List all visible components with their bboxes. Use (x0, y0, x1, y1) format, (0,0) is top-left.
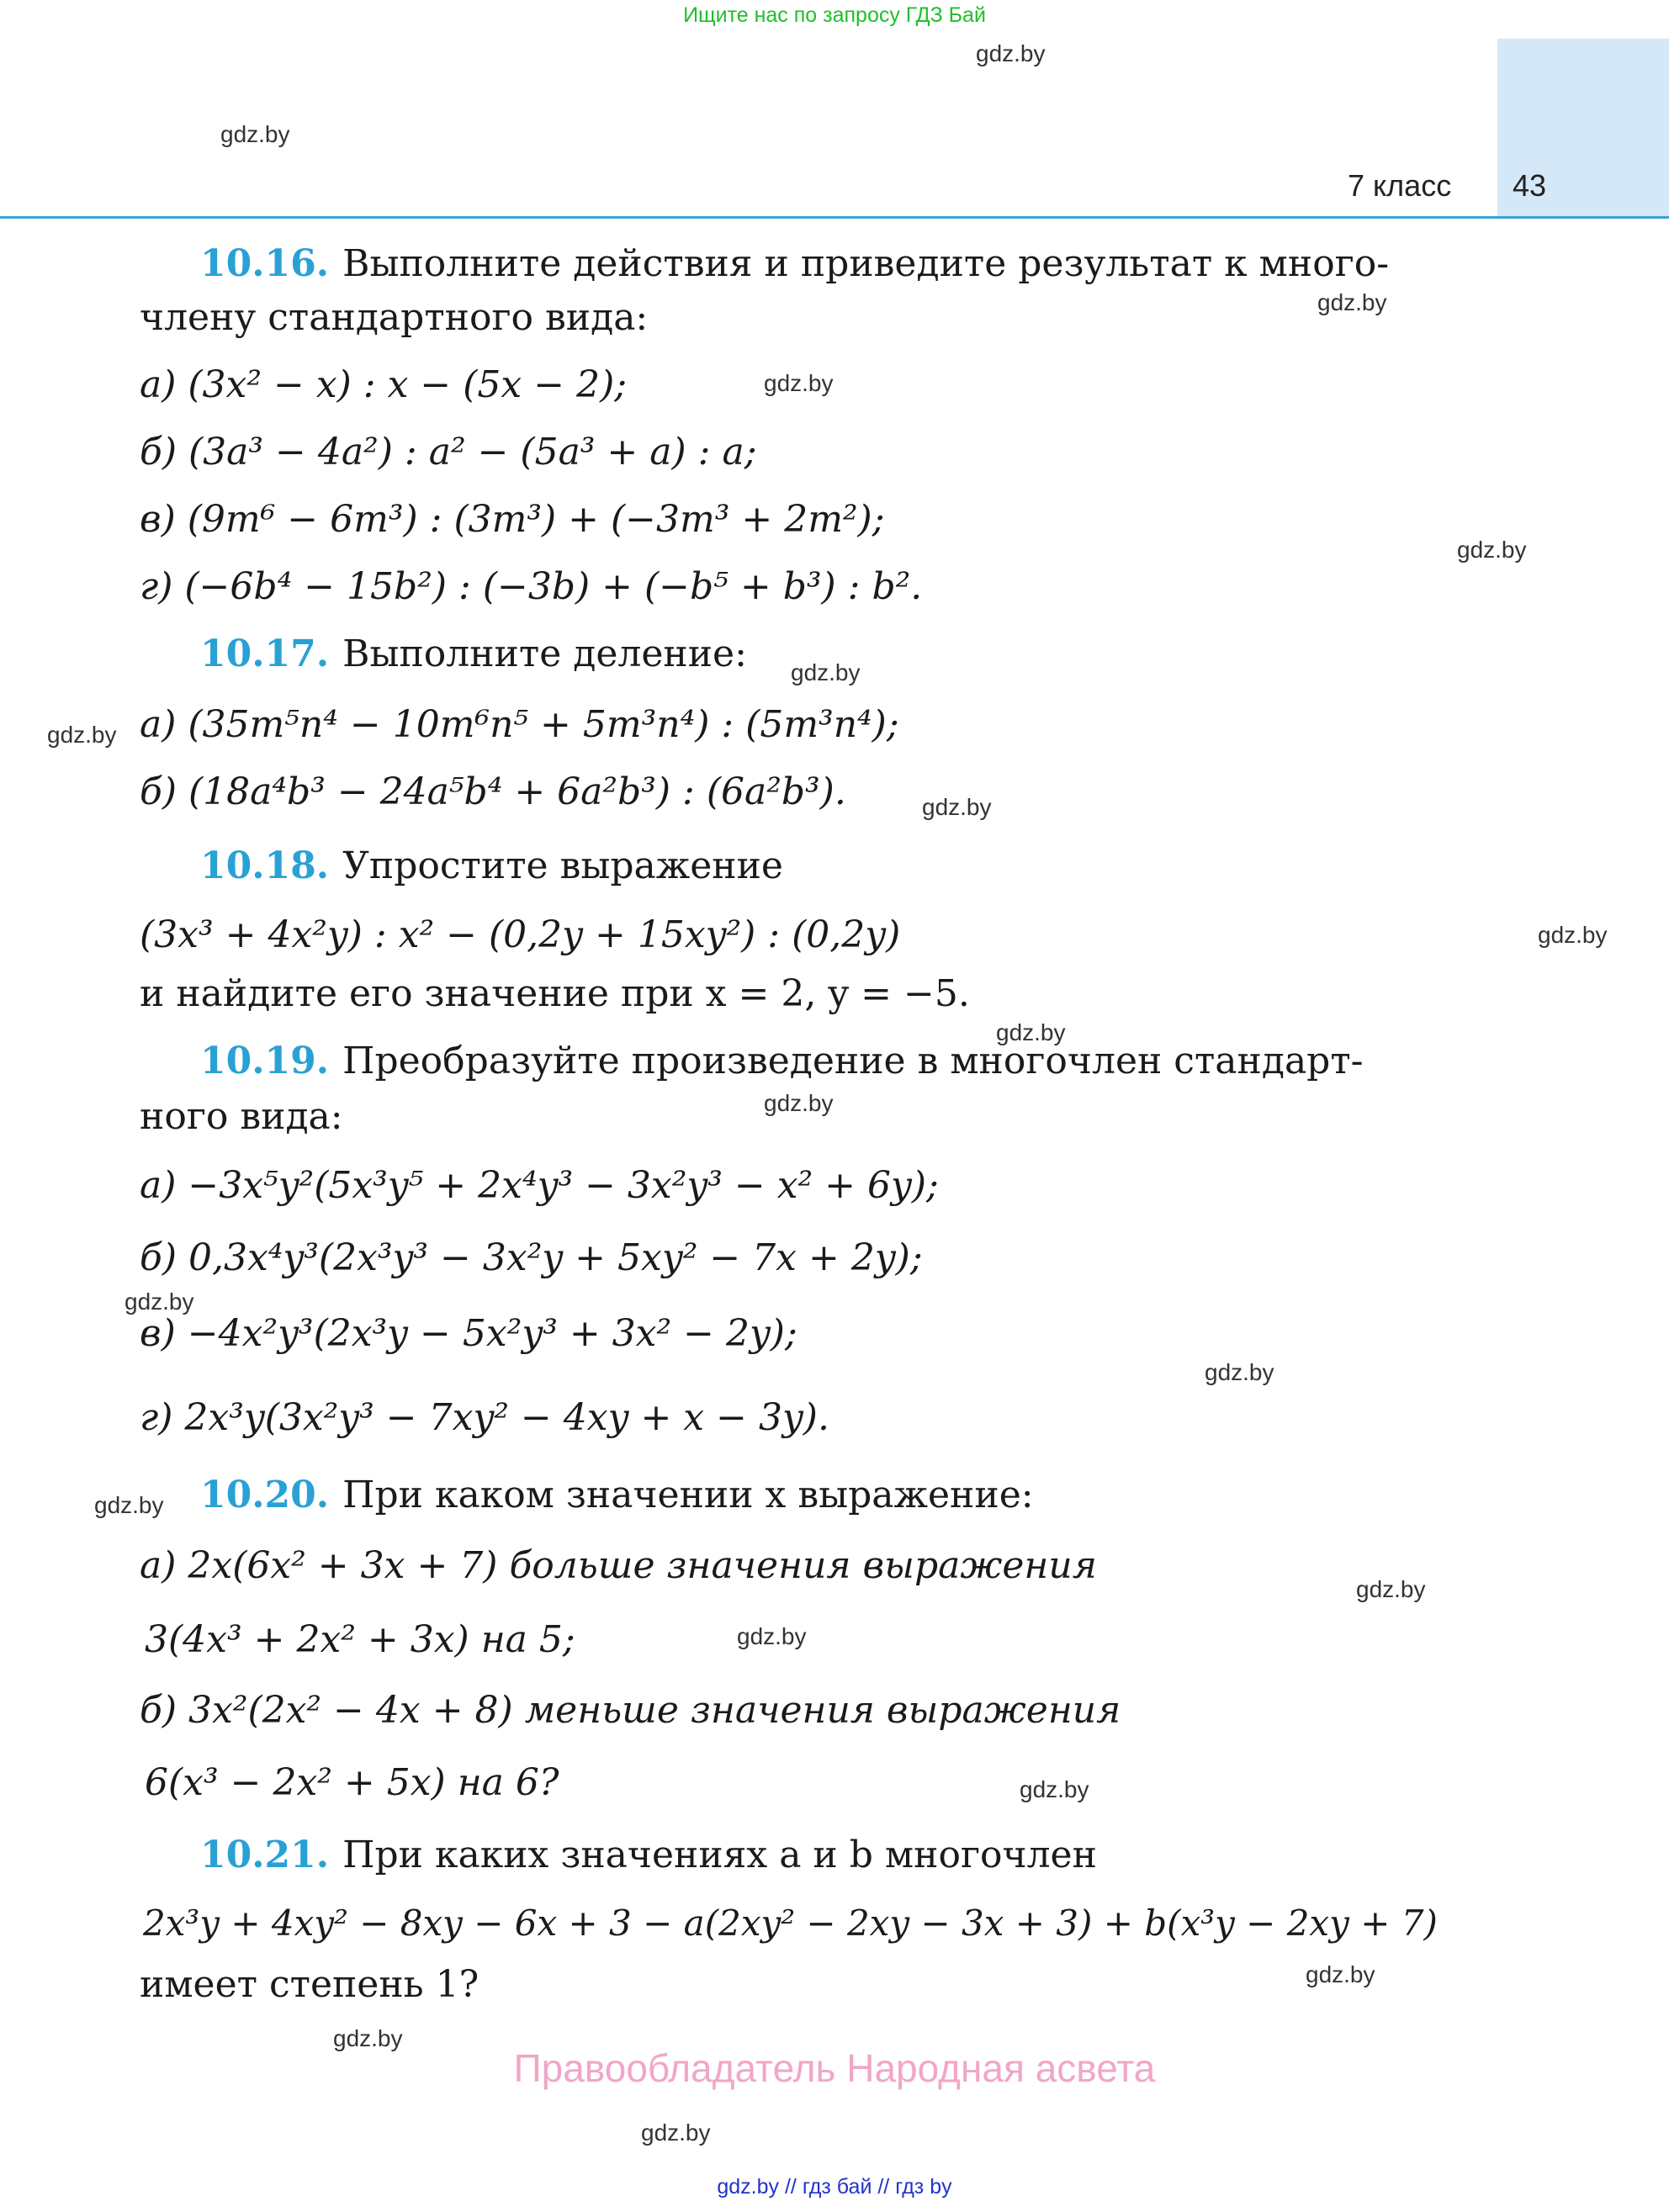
problem-text: Выполните действия и приведите результат к много- (342, 242, 1390, 285)
problem-10-21-tail: имеет степень 1? (140, 1963, 480, 2006)
problem-10-18-tail: и найдите его значение при x = 2, y = −5. (140, 972, 970, 1015)
problem-10-21-expression: 2x³y + 4xy² − 8xy − 6x + 3 − a(2xy² − 2xy − 3x + 3) + b(x³y − 2xy + 7) (143, 1902, 1438, 1944)
problem-text: При каком значении x выражение: (342, 1474, 1034, 1516)
problem-number: 10.20. (200, 1474, 330, 1516)
problem-number: 10.16. (200, 242, 330, 285)
problem-10-19-title (200, 1040, 1364, 1082)
problem-10-16-item-a: а) (3x² − x) : x − (5x − 2); (140, 363, 628, 406)
problem-10-19-title-cont: ного вида: (140, 1095, 343, 1138)
problem-text: При каких значениях a и b многочлен (342, 1834, 1097, 1876)
problem-10-18-expression: (3x³ + 4x²y) : x² − (0,2y + 15xy²) : (0,2y) (140, 913, 901, 956)
watermark: gdz.by (220, 121, 290, 147)
problem-text: Выполните деление: (342, 632, 747, 675)
problem-10-19-item-a: а) −3x⁵y²(5x³y⁵ + 2x⁴y³ − 3x²y³ − x² + 6y); (140, 1164, 939, 1207)
watermark: gdz.by (791, 659, 861, 685)
problem-10-16-title-cont: члену стандартного вида: (140, 296, 649, 339)
watermark: gdz.by (764, 1090, 834, 1116)
watermark: gdz.by (1020, 1776, 1089, 1802)
problem-10-17-title (200, 632, 747, 675)
problem-number: 10.19. (200, 1040, 330, 1082)
watermark: gdz.by (641, 2119, 711, 2146)
page-number: 43 (1513, 168, 1547, 203)
watermark: gdz.by (737, 1623, 807, 1649)
watermark: gdz.by (1457, 537, 1527, 563)
problem-10-16-title (200, 242, 1389, 285)
problem-10-17-item-b: б) (18a⁴b³ − 24a⁵b⁴ + 6a²b³) : (6a²b³). (140, 770, 846, 813)
header-rule (0, 216, 1669, 219)
watermark: gdz.by (333, 2025, 403, 2051)
problem-10-19-item-b: б) 0,3x⁴y³(2x³y³ − 3x²y + 5xy² − 7x + 2y); (140, 1236, 923, 1279)
problem-number: 10.21. (200, 1834, 330, 1876)
watermark: gdz.by (764, 370, 834, 396)
watermark: gdz.by (94, 1492, 164, 1518)
watermark: gdz.by (1356, 1576, 1426, 1602)
footer-links[interactable]: gdz.by // гдз бай // гдз by (717, 2175, 952, 2199)
problem-10-16-item-b: б) (3a³ − 4a²) : a² − (5a³ + a) : a; (140, 431, 757, 474)
problem-10-16-item-c: в) (9m⁶ − 6m³) : (3m³) + (−3m³ + 2m²); (140, 498, 885, 541)
problem-10-18-title (200, 844, 783, 887)
problem-10-20-item-b-cont: 6(x³ − 2x² + 5x) на 6? (145, 1761, 559, 1804)
problem-number: 10.17. (200, 632, 330, 675)
problem-10-17-item-a: а) (35m⁵n⁴ − 10m⁶n⁵ + 5m³n⁴) : (5m³n⁴); (140, 703, 899, 746)
watermark: gdz.by (1538, 922, 1608, 948)
problem-number: 10.18. (200, 844, 330, 887)
problem-10-19-item-c: в) −4x²y³(2x³y − 5x²y³ + 3x² − 2y); (140, 1312, 797, 1355)
problem-10-21-title (200, 1834, 1097, 1876)
problem-10-20-item-a-cont: 3(4x³ + 2x² + 3x) на 5; (145, 1618, 575, 1661)
problem-10-20-item-b: б) 3x²(2x² − 4x + 8) меньше значения выражения (140, 1689, 1121, 1732)
watermark: gdz.by (976, 40, 1046, 66)
watermark: gdz.by (1306, 1961, 1375, 1987)
problem-10-20-item-a: а) 2x(6x² + 3x + 7) больше значения выражения (140, 1544, 1097, 1587)
problem-10-19-item-d: г) 2x³y(3x²y³ − 7xy² − 4xy + x − 3y). (140, 1396, 829, 1439)
watermark: gdz.by (47, 722, 117, 748)
grade-label: 7 класс (1348, 168, 1452, 203)
watermark: gdz.by (125, 1289, 194, 1315)
problem-text: Упростите выражение (342, 844, 783, 887)
top-banner[interactable]: Ищите нас по запросу ГДЗ Бай (683, 3, 986, 27)
watermark: gdz.by (922, 794, 992, 820)
copyright-notice: Правообладатель Народная асвета (513, 2046, 1156, 2090)
problem-text: Преобразуйте произведение в многочлен стандарт- (342, 1040, 1364, 1082)
watermark: gdz.by (1205, 1359, 1274, 1385)
problem-10-20-title (200, 1474, 1034, 1516)
problem-10-16-item-d: г) (−6b⁴ − 15b²) : (−3b) + (−b⁵ + b³) : b². (140, 565, 923, 608)
watermark: gdz.by (1317, 289, 1387, 315)
watermark: gdz.by (996, 1019, 1066, 1045)
